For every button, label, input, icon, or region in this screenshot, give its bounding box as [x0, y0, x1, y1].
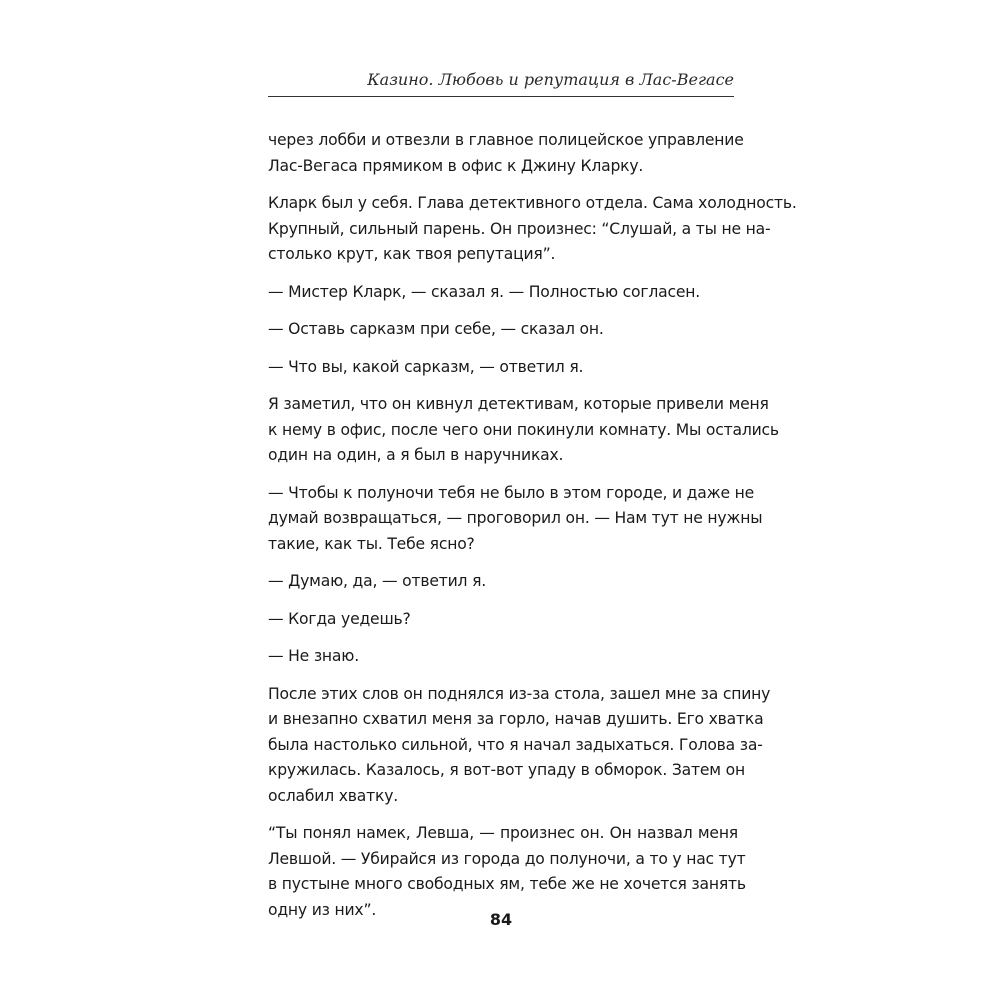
text-line: кружилась. Казалось, я вот-вот упаду в обморок. Затем он	[268, 761, 745, 779]
text-line: к нему в офис, после чего они покинули комнату. Мы остались	[268, 420, 779, 439]
paragraph	[268, 355, 738, 381]
paragraph	[268, 481, 763, 558]
text-line: думай возвращаться, — проговорил он. — Нам тут не нужны	[268, 509, 763, 527]
text-line: — Чтобы к полуночи тебя не было в этом городе, и даже не	[268, 483, 754, 502]
text-line: Я заметил, что он кивнул детективам, которые привели меня	[268, 395, 769, 413]
paragraph	[268, 191, 797, 268]
text-line: столько крут, как твоя репутация”.	[268, 245, 556, 263]
text-line: — Мистер Кларк, — сказал я. — Полностью согласен.	[268, 282, 701, 301]
paragraph	[268, 644, 738, 670]
paragraph	[268, 607, 738, 633]
text-line: Кларк был у себя. Глава детективного отдела. Сама холодность.	[268, 194, 797, 212]
text-line: После этих слов он поднялся из-за стола, зашел мне за спину	[268, 684, 771, 703]
text-line: — Не знаю.	[268, 647, 359, 665]
text-line: — Оставь сарказм при себе, — сказал он.	[268, 320, 604, 338]
header-rule	[268, 96, 734, 97]
paragraph	[268, 392, 779, 469]
text-line: “Ты понял намек, Левша, — произнес он. Он назвал меня	[268, 824, 738, 842]
body-text	[268, 128, 797, 935]
text-line: — Что вы, какой сарказм, — ответил я.	[268, 357, 584, 376]
text-line: через лобби и отвезли в главное полицейское управление	[268, 131, 744, 149]
text-line: Левшой. — Убирайся из города до полуночи, а то у нас тут	[268, 849, 746, 868]
paragraph	[268, 280, 738, 306]
text-line: в пустыне много свободных ям, тебе же не хочется занять	[268, 875, 746, 893]
text-line: один на один, а я был в наручниках.	[268, 446, 564, 464]
text-line: — Когда уедешь?	[268, 609, 411, 628]
page-number: 84	[489, 910, 513, 929]
text-line: — Думаю, да, — ответил я.	[268, 572, 487, 590]
text-line: была настолько сильной, что я начал задыхаться. Голова за-	[268, 735, 763, 754]
text-line: одну из них”.	[268, 900, 377, 919]
paragraph	[268, 128, 744, 179]
paragraph	[268, 821, 746, 923]
text-line: Крупный, сильный парень. Он произнес: “Слушай, а ты не на-	[268, 219, 771, 238]
text-line: ослабил хватку.	[268, 786, 398, 805]
paragraph	[268, 317, 738, 343]
text-line: и внезапно схватил меня за горло, начав душить. Его хватка	[268, 710, 764, 728]
paragraph	[268, 682, 771, 810]
running-head: Казино. Любовь и репутация в Лас-Вегасе	[367, 70, 734, 89]
paragraph	[268, 569, 738, 595]
text-line: такие, как ты. Тебе ясно?	[268, 534, 475, 553]
text-line: Лас-Вегаса прямиком в офис к Джину Кларку.	[268, 156, 644, 175]
